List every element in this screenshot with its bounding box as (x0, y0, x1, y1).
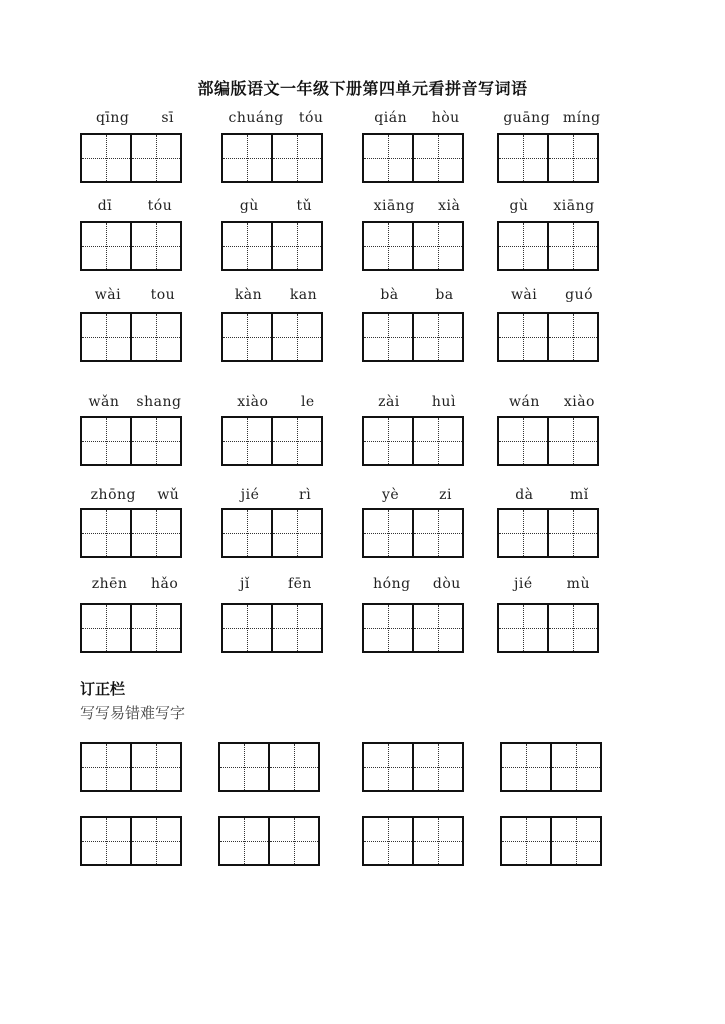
pinyin-syllable: kàn (234, 287, 263, 303)
writing-box[interactable] (80, 133, 182, 183)
pinyin-syllable: gù (239, 198, 259, 214)
pinyin-syllable: dī (97, 198, 113, 214)
pinyin-syllable: gù (509, 198, 529, 214)
word-item (80, 572, 190, 592)
writing-box[interactable] (497, 508, 599, 558)
writing-cell[interactable] (412, 510, 462, 556)
pinyin-syllable: jié (514, 576, 533, 592)
pinyin (362, 483, 472, 503)
correction-box[interactable] (218, 816, 320, 866)
writing-box[interactable] (80, 603, 182, 653)
writing-box[interactable] (362, 312, 464, 362)
page-title: 部编版语文一年级下册第四单元看拼音写词语 (197, 79, 528, 98)
writing-box[interactable] (497, 312, 599, 362)
correction-box[interactable] (362, 742, 464, 792)
writing-cell[interactable] (364, 818, 412, 864)
pinyin-syllable: sī (161, 110, 175, 126)
writing-cell[interactable] (499, 135, 547, 181)
pinyin-syllable: zi (439, 487, 453, 503)
pinyin (80, 106, 190, 126)
pinyin (362, 194, 472, 214)
word-item (497, 390, 607, 410)
word-item (362, 194, 472, 214)
writing-cell[interactable] (130, 135, 180, 181)
writing-cell[interactable] (271, 135, 321, 181)
writing-cell[interactable] (130, 744, 180, 790)
writing-box[interactable] (497, 133, 599, 183)
pinyin-syllable: wán (508, 394, 540, 410)
writing-box[interactable] (221, 312, 323, 362)
pinyin-syllable: fēn (287, 576, 312, 592)
pinyin-syllable: míng (562, 110, 601, 126)
pinyin-syllable: qīng (95, 110, 130, 126)
pinyin-syllable: xiāng (553, 198, 595, 214)
pinyin (497, 390, 607, 410)
writing-box[interactable] (497, 603, 599, 653)
pinyin-syllable: dòu (432, 576, 461, 592)
pinyin (497, 572, 607, 592)
writing-cell[interactable] (82, 314, 130, 360)
word-item (362, 572, 472, 592)
word-item (80, 390, 190, 410)
pinyin-syllable: xiào (237, 394, 269, 410)
writing-cell[interactable] (271, 510, 321, 556)
writing-cell[interactable] (223, 135, 271, 181)
writing-cell[interactable] (412, 418, 462, 464)
writing-cell[interactable] (130, 314, 180, 360)
pinyin (80, 283, 190, 303)
writing-cell[interactable] (499, 314, 547, 360)
word-item (497, 572, 607, 592)
pinyin-syllable: tou (150, 287, 176, 303)
word-item (80, 106, 190, 126)
pinyin-syllable: kan (289, 287, 318, 303)
writing-cell[interactable] (130, 510, 180, 556)
pinyin (497, 483, 607, 503)
writing-cell[interactable] (223, 605, 271, 651)
writing-box[interactable] (80, 221, 182, 271)
writing-box[interactable] (221, 416, 323, 466)
writing-cell[interactable] (364, 223, 412, 269)
pinyin-syllable: mǐ (569, 487, 589, 503)
writing-cell[interactable] (547, 510, 597, 556)
pinyin-syllable: rì (299, 487, 312, 503)
writing-cell[interactable] (412, 223, 462, 269)
writing-cell[interactable] (412, 314, 462, 360)
writing-cell[interactable] (412, 818, 462, 864)
writing-box[interactable] (221, 133, 323, 183)
writing-cell[interactable] (364, 135, 412, 181)
word-item (362, 283, 472, 303)
pinyin-syllable: wài (510, 287, 538, 303)
pinyin-syllable: ba (435, 287, 454, 303)
pinyin (221, 283, 331, 303)
correction-box[interactable] (80, 742, 182, 792)
writing-cell[interactable] (547, 223, 597, 269)
writing-cell[interactable] (547, 135, 597, 181)
pinyin (362, 106, 472, 126)
writing-box[interactable] (80, 416, 182, 466)
correction-box[interactable] (362, 816, 464, 866)
writing-cell[interactable] (220, 818, 268, 864)
pinyin (80, 483, 190, 503)
correction-subtitle: 写写易错难写字 (80, 704, 186, 722)
word-item (497, 283, 607, 303)
writing-cell[interactable] (223, 314, 271, 360)
writing-cell[interactable] (130, 223, 180, 269)
writing-cell[interactable] (271, 223, 321, 269)
writing-cell[interactable] (130, 605, 180, 651)
writing-cell[interactable] (130, 818, 180, 864)
pinyin-syllable: wài (94, 287, 122, 303)
word-item (497, 106, 607, 126)
pinyin-syllable: xià (438, 198, 461, 214)
writing-box[interactable] (362, 508, 464, 558)
pinyin-syllable: tóu (147, 198, 173, 214)
pinyin (80, 572, 190, 592)
writing-cell[interactable] (82, 744, 130, 790)
pinyin (362, 572, 472, 592)
writing-cell[interactable] (364, 744, 412, 790)
writing-cell[interactable] (412, 744, 462, 790)
pinyin-syllable: dà (515, 487, 534, 503)
pinyin-syllable: yè (381, 487, 400, 503)
pinyin-syllable: tǔ (296, 198, 313, 214)
writing-cell[interactable] (82, 135, 130, 181)
word-item (221, 194, 331, 214)
writing-box[interactable] (221, 221, 323, 271)
correction-box[interactable] (80, 816, 182, 866)
pinyin (362, 283, 472, 303)
pinyin-syllable: hǎo (150, 576, 179, 592)
pinyin-syllable: guó (565, 287, 594, 303)
writing-box[interactable] (80, 312, 182, 362)
word-item (362, 390, 472, 410)
pinyin-syllable: guāng (503, 110, 551, 126)
writing-cell[interactable] (502, 744, 550, 790)
writing-box[interactable] (497, 416, 599, 466)
writing-cell[interactable] (220, 744, 268, 790)
pinyin (221, 106, 331, 126)
pinyin-syllable: wǎn (88, 394, 120, 410)
writing-cell[interactable] (82, 510, 130, 556)
correction-box[interactable] (500, 742, 602, 792)
writing-cell[interactable] (82, 418, 130, 464)
writing-cell[interactable] (547, 314, 597, 360)
pinyin-syllable: jǐ (240, 576, 250, 592)
word-item (221, 572, 331, 592)
writing-box[interactable] (362, 221, 464, 271)
pinyin-syllable: zhēn (91, 576, 128, 592)
writing-cell[interactable] (271, 418, 321, 464)
writing-cell[interactable] (130, 418, 180, 464)
writing-cell[interactable] (364, 510, 412, 556)
word-item (80, 483, 190, 503)
writing-cell[interactable] (82, 818, 130, 864)
pinyin-syllable: le (300, 394, 315, 410)
writing-cell[interactable] (499, 510, 547, 556)
writing-cell[interactable] (412, 605, 462, 651)
writing-cell[interactable] (364, 605, 412, 651)
correction-box[interactable] (500, 816, 602, 866)
pinyin-syllable: huì (431, 394, 456, 410)
writing-cell[interactable] (271, 605, 321, 651)
writing-box[interactable] (362, 603, 464, 653)
pinyin-syllable: qián (374, 110, 408, 126)
pinyin-syllable: tóu (298, 110, 324, 126)
pinyin-syllable: zhōng (90, 487, 136, 503)
word-item (362, 483, 472, 503)
pinyin (221, 483, 331, 503)
word-item (497, 483, 607, 503)
writing-cell[interactable] (547, 418, 597, 464)
word-item (221, 483, 331, 503)
writing-cell[interactable] (499, 605, 547, 651)
pinyin (497, 106, 607, 126)
writing-box[interactable] (362, 416, 464, 466)
writing-cell[interactable] (268, 818, 318, 864)
pinyin-syllable: shang (136, 394, 182, 410)
word-item (221, 283, 331, 303)
writing-box[interactable] (362, 133, 464, 183)
writing-box[interactable] (221, 603, 323, 653)
pinyin (221, 572, 331, 592)
writing-box[interactable] (497, 221, 599, 271)
word-item (221, 390, 331, 410)
pinyin-syllable: bà (380, 287, 399, 303)
writing-cell[interactable] (82, 223, 130, 269)
pinyin-syllable: hòu (431, 110, 460, 126)
correction-box[interactable] (218, 742, 320, 792)
writing-cell[interactable] (550, 818, 600, 864)
writing-cell[interactable] (364, 314, 412, 360)
pinyin (221, 390, 331, 410)
writing-cell[interactable] (499, 418, 547, 464)
pinyin-syllable: zài (378, 394, 400, 410)
pinyin-syllable: hóng (373, 576, 411, 592)
writing-cell[interactable] (82, 605, 130, 651)
writing-box[interactable] (80, 508, 182, 558)
pinyin-syllable: xiào (563, 394, 595, 410)
pinyin (362, 390, 472, 410)
word-item (221, 106, 331, 126)
writing-cell[interactable] (502, 818, 550, 864)
pinyin-syllable: jié (240, 487, 260, 503)
writing-cell[interactable] (223, 510, 271, 556)
pinyin-syllable: chuáng (228, 110, 284, 126)
word-item (80, 283, 190, 303)
word-item (497, 194, 607, 214)
writing-cell[interactable] (499, 223, 547, 269)
pinyin-syllable: wǔ (157, 487, 180, 503)
pinyin (497, 194, 607, 214)
writing-cell[interactable] (547, 605, 597, 651)
pinyin-syllable: xiāng (373, 198, 415, 214)
pinyin-syllable: mù (566, 576, 590, 592)
writing-cell[interactable] (364, 418, 412, 464)
writing-cell[interactable] (412, 135, 462, 181)
writing-cell[interactable] (550, 744, 600, 790)
writing-box[interactable] (221, 508, 323, 558)
writing-cell[interactable] (223, 223, 271, 269)
pinyin (497, 283, 607, 303)
pinyin (80, 194, 190, 214)
correction-title: 订正栏 (80, 680, 126, 698)
writing-cell[interactable] (223, 418, 271, 464)
writing-cell[interactable] (268, 744, 318, 790)
pinyin (221, 194, 331, 214)
word-item (80, 194, 190, 214)
pinyin (80, 390, 190, 410)
word-item (362, 106, 472, 126)
writing-cell[interactable] (271, 314, 321, 360)
